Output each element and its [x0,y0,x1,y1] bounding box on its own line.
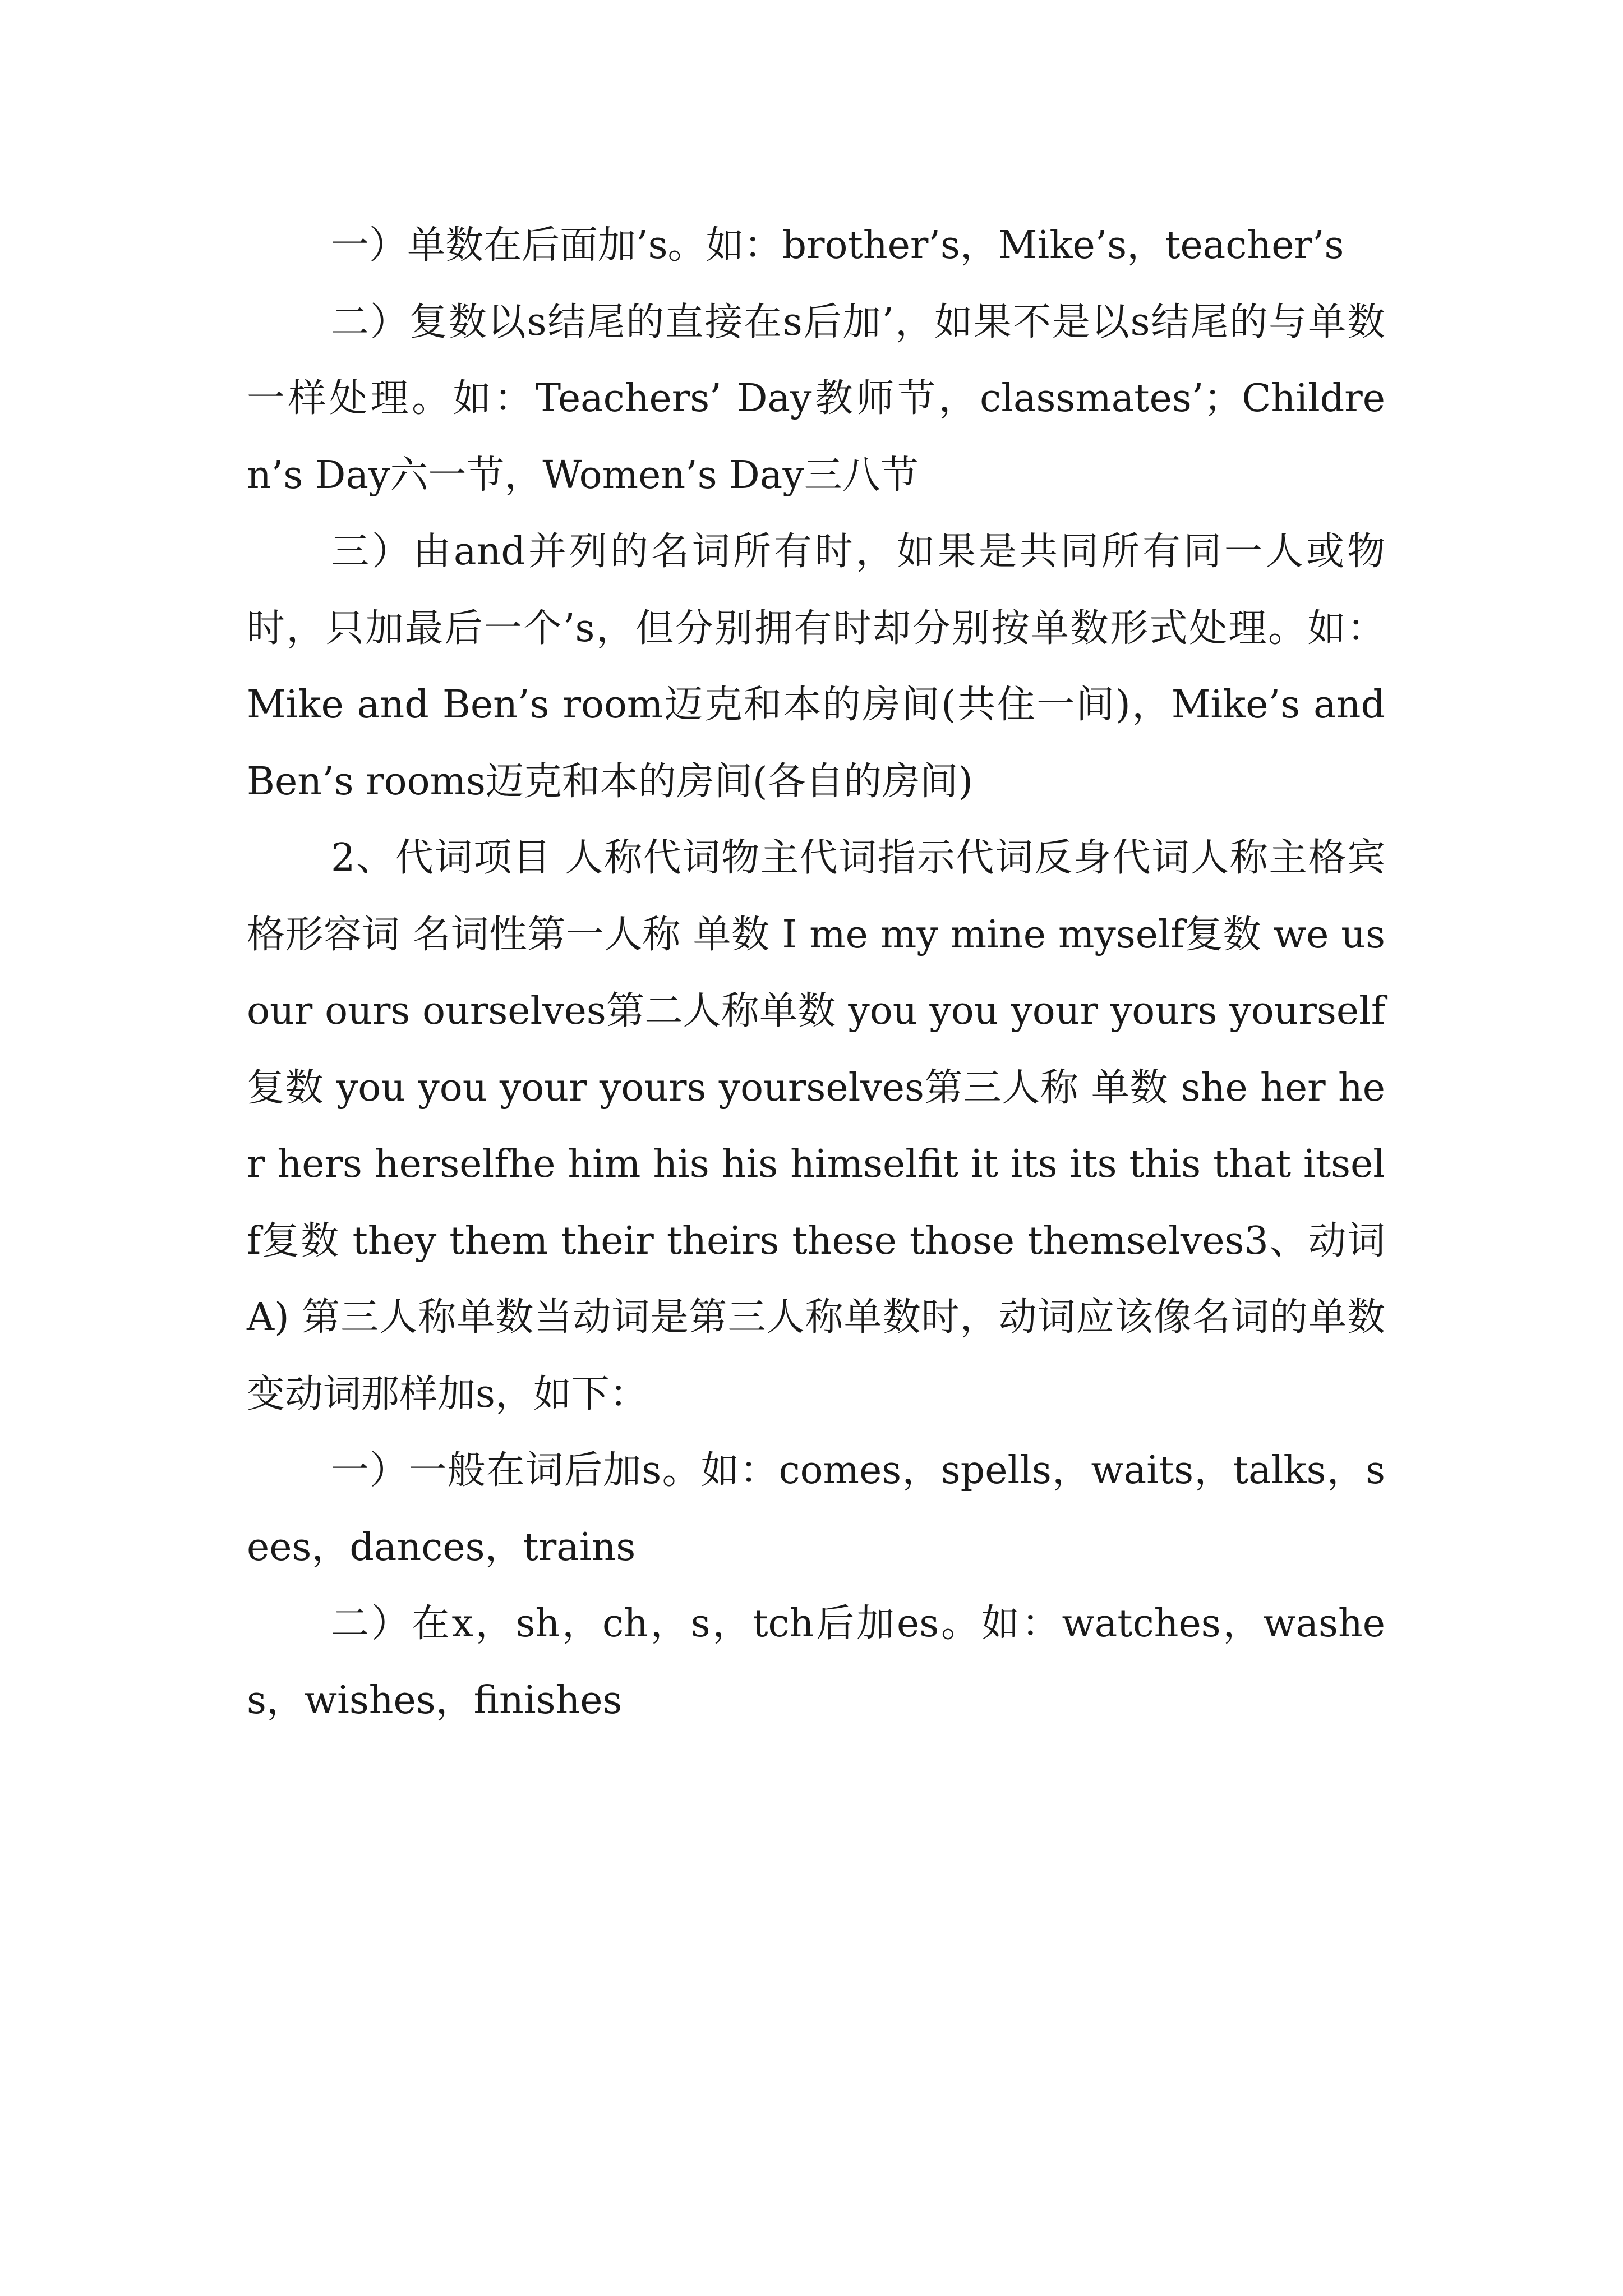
paragraph-possessive-and: 三）由and并列的名词所有时，如果是共同所有同一人或物时，只加最后一个’s，但分别拥有时却分别按单数形式处理。如：Mike and Ben’s room迈克和本的房间(共住一间)，Mike’s and Ben’s rooms迈克和本的房间(各自的房间) [247,530,1385,804]
paragraph-verb-add-s: 一）一般在词后加s。如：comes，spells，waits，talks，sees，dances，trains [247,1448,1385,1570]
paragraph-possessive-singular: 一）单数在后面加’s。如：brother’s，Mike’s，teacher’s [331,223,1344,268]
paragraph-pronouns-verbs: 2、代词项目 人称代词物主代词指示代词反身代词人称主格宾格形容词 名词性第一人称 单数 I me my mine myself复数 we us our ours ourselves第二人称单数 you you your yours yourself复数 you you your yours yourselves第三人称 单数 she her her hers herselfhe him his his himselfit it its its this that itself复数 they them their theirs these those themselves3、动词A) 第三人称单数当动词是第三人称单数时，动词应该像名词的单数变动词那样加s，如下： [247,836,1385,1416]
paragraph-verb-add-es: 二）在x，sh，ch，s，tch后加es。如：watches，washes，wishes，finishes [247,1602,1385,1723]
document-body [247,208,1385,1739]
paragraph-possessive-plural: 二）复数以s结尾的直接在s后加’，如果不是以s结尾的与单数一样处理。如：Teachers’ Day教师节，classmates’；Children’s Day六一节，Women’s Day三八节 [247,300,1385,498]
